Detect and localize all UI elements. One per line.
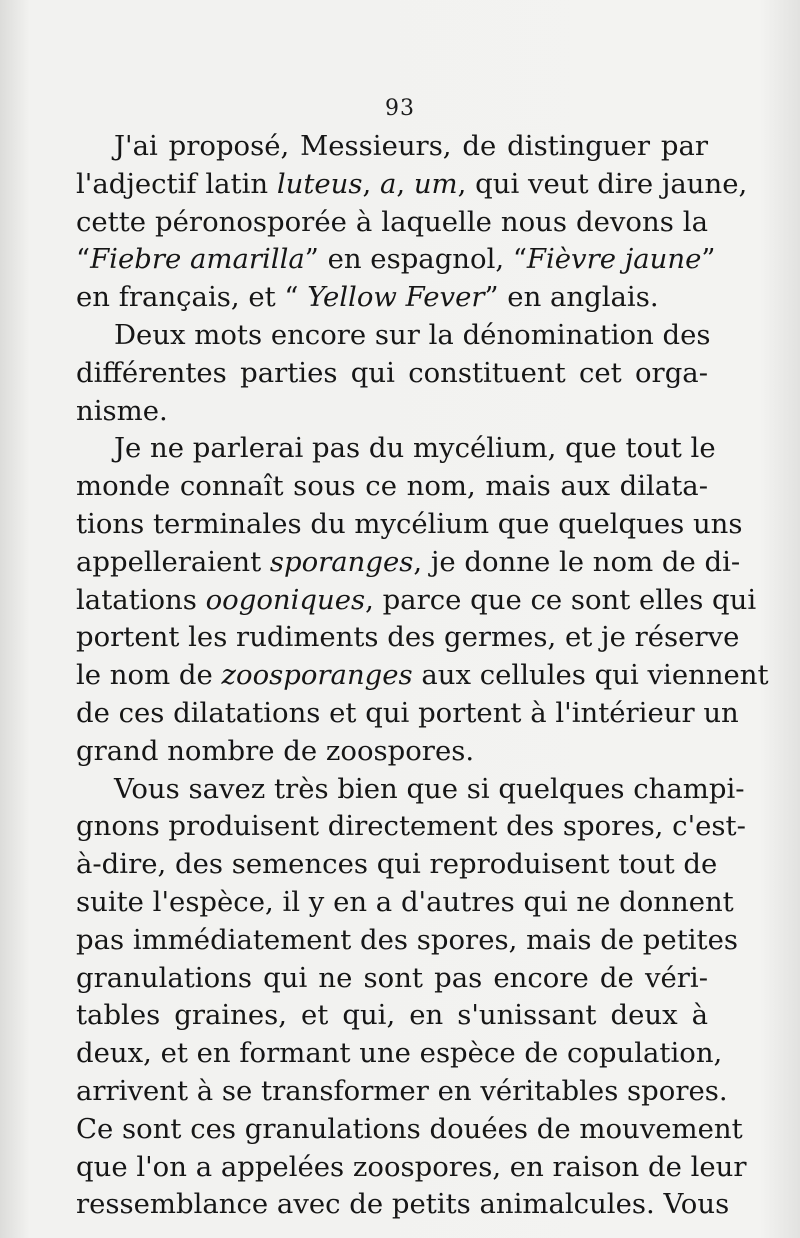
text-line: granulations qui ne sont pas encore de véri-: [76, 961, 708, 994]
text-line: deux, et en formant une espèce de copulation,: [76, 1037, 723, 1070]
text-line: portent les rudiments des germes, et je réserve: [76, 621, 740, 654]
body-text: [76, 128, 769, 1224]
text-line: le nom de zoosporanges aux cellules qui viennent: [76, 659, 769, 692]
text-line: latations oogoniques, parce que ce sont elles qui: [76, 583, 757, 616]
text-line: monde connaît sous ce nom, mais aux dilata-: [76, 470, 708, 503]
text-line: nisme.: [76, 394, 168, 427]
text-line: tions terminales du mycélium que quelques uns: [76, 507, 743, 540]
text-line: gnons produisent directement des spores, c'est-: [76, 810, 746, 843]
text-line: tables graines, et qui, en s'unissant deux à: [76, 999, 708, 1032]
text-line: ressemblance avec de petits animalcules. Vous: [76, 1188, 730, 1221]
text-line: cette péronosporée à laquelle nous devons la: [76, 205, 708, 238]
text-line: J'ai proposé, Messieurs, de distinguer par: [114, 130, 708, 162]
text-line: Deux mots encore sur la dénomination des: [114, 318, 711, 351]
text-line: différentes parties qui constituent cet orga-: [76, 356, 708, 389]
text-line: Ce sont ces granulations douées de mouvement: [76, 1112, 743, 1145]
text-line: à-dire, des semences qui reproduisent tout de: [76, 848, 718, 881]
text-line: que l'on a appelées zoospores, en raison de leur: [76, 1150, 747, 1183]
text-line: grand nombre de zoospores.: [76, 734, 475, 767]
page-number: 93: [385, 96, 415, 121]
text-line: arrivent à se transformer en véritables spores.: [76, 1074, 728, 1107]
text-line: pas immédiatement des spores, mais de petites: [76, 923, 738, 956]
text-line: appelleraient sporanges, je donne le nom de di-: [76, 545, 741, 578]
text-line: “Fiebre amarilla” en espagnol, “Fièvre jaune”: [76, 243, 716, 276]
text-line: de ces dilatations et qui portent à l'intérieur un: [76, 696, 739, 729]
text-line: Vous savez très bien que si quelques champi-: [114, 772, 745, 805]
text-line: l'adjectif latin luteus, a, um, qui veut dire jaune,: [76, 167, 748, 200]
text-line: en français, et “ Yellow Fever” en anglais.: [76, 281, 659, 314]
text-line: suite l'espèce, il y en a d'autres qui ne donnent: [76, 885, 734, 918]
text-line: Je ne parlerai pas du mycélium, que tout le: [114, 432, 716, 465]
